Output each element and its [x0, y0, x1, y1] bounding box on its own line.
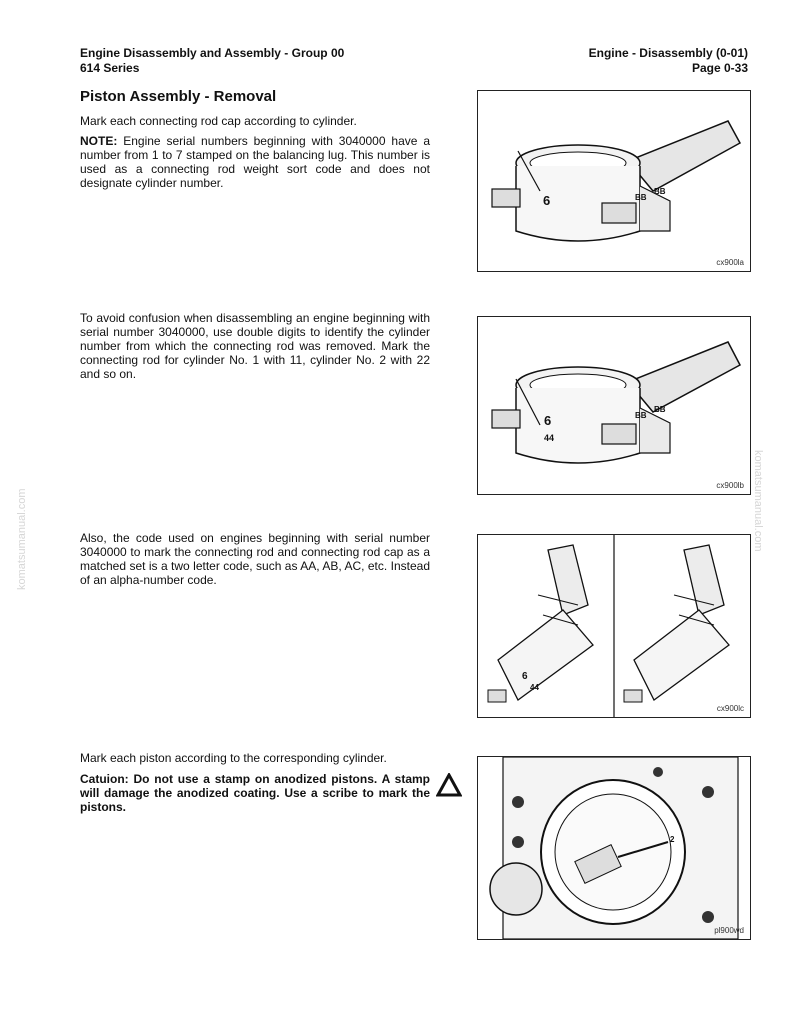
- header-right: [589, 46, 748, 76]
- piston-mark: 2: [670, 835, 675, 844]
- rod-illustration-right: [624, 545, 729, 702]
- section-title: Piston Assembly - Removal: [80, 88, 277, 105]
- caution-paragraph: Catuion: Do not use a stamp on anodized pistons. A stamp will damage the anodized coating. Use a scribe to mark the pistons.: [80, 772, 430, 814]
- cylinder-weight-number: 6: [544, 413, 552, 428]
- manual-group-title: Engine Disassembly and Assembly - Group 00: [80, 46, 345, 60]
- match-code-label: BB: [635, 193, 647, 202]
- figure-id: cx900la: [716, 258, 744, 267]
- paragraph-mark-piston: Mark each piston according to the corresponding cylinder.: [80, 751, 387, 765]
- match-code-label: BB: [635, 411, 647, 420]
- note-label: NOTE:: [80, 134, 118, 148]
- note-paragraph: [80, 134, 430, 190]
- cylinder-weight-number: 6: [522, 671, 528, 682]
- figure-id: cx900lc: [716, 704, 744, 713]
- paragraph-mark-rod-cap: Mark each connecting rod cap according to cylinder.: [80, 114, 357, 128]
- chapter-title: Engine - Disassembly (0-01): [588, 46, 748, 60]
- figure-connecting-rod-cap-marked: [477, 90, 751, 272]
- match-code-label: BB: [654, 405, 666, 414]
- warning-triangle-icon: [436, 773, 462, 797]
- paragraph-double-digits: To avoid confusion when disassembling an engine beginning with serial number 3040000, use double digits to identify the cylinder number from which the connecting rod was removed. Mark the connecting rod for cylinder No. 1 with 11, cylinder No. 2 with 22 and so on.: [80, 311, 430, 381]
- figure-matched-set-code: [477, 534, 751, 718]
- figure-piston-scribe: [477, 756, 751, 940]
- rod-illustration-left: [488, 545, 593, 702]
- watermark-left: komatsumanual.com: [16, 488, 28, 590]
- note-text: Engine serial numbers beginning with 3040000 have a number from 1 to 7 stamped on the balancing lug. This number is used as a connecting rod weight sort code and does not designate cylinder number.: [80, 134, 430, 190]
- figure-id: cx900lb: [716, 481, 744, 490]
- page-number: Page 0-33: [691, 61, 748, 75]
- paragraph-letter-code: Also, the code used on engines beginning with serial number 3040000 to mark the connecting rod and connecting rod cap as a matched set is a two letter code, such as AA, AB, AC, etc. Instead of an alpha-number code.: [80, 531, 430, 587]
- cylinder-double-digit: 44: [544, 433, 555, 443]
- header-left: [80, 46, 344, 76]
- engine-series: 614 Series: [80, 61, 140, 75]
- figure-connecting-rod-double-digit: [477, 316, 751, 495]
- watermark-right: komatsumanual.com: [752, 450, 764, 552]
- figure-id: pl900wd: [714, 926, 744, 935]
- match-code-label: BB: [654, 187, 666, 196]
- cylinder-double-digit: 44: [530, 683, 539, 692]
- cylinder-weight-number: 6: [543, 193, 551, 208]
